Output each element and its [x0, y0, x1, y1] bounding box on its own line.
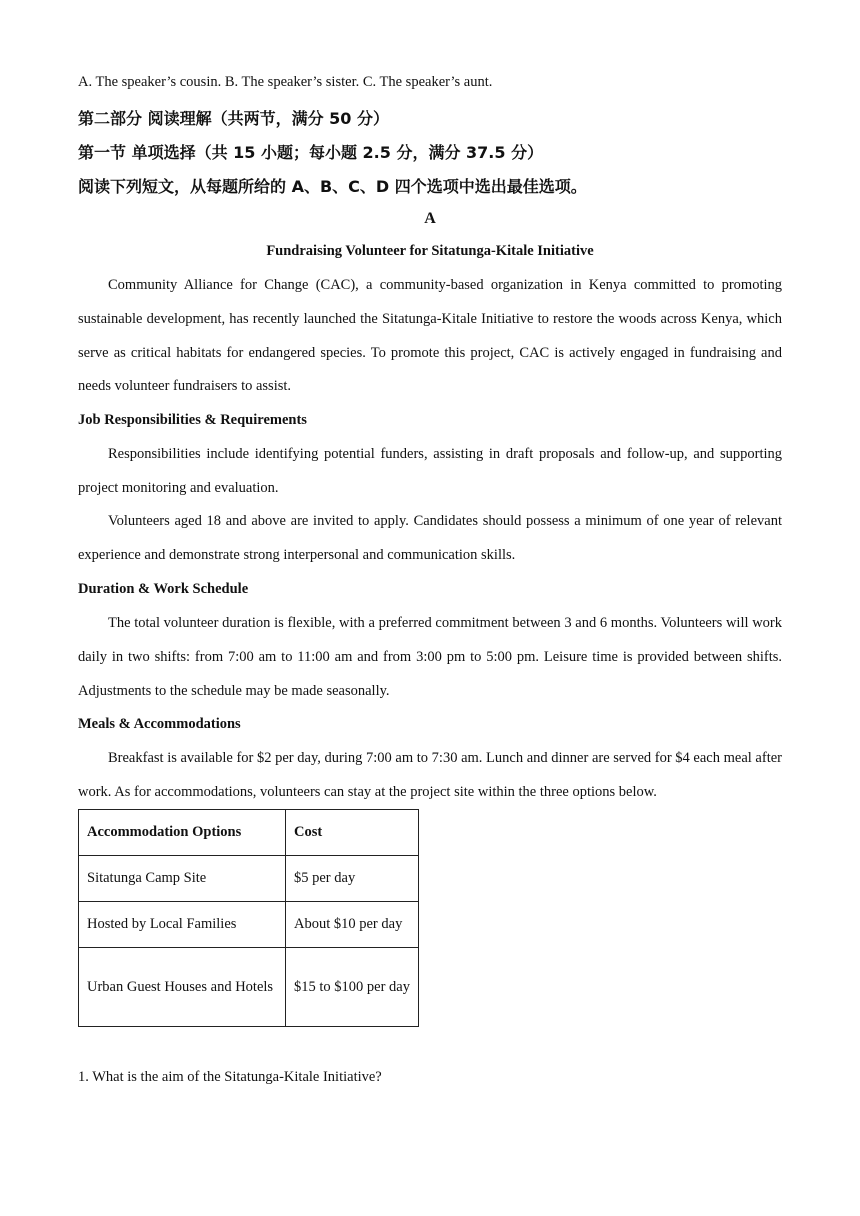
table-row: [79, 856, 419, 902]
table-row: [79, 902, 419, 948]
instruction: 阅读下列短文，从每题所给的 A、B、C、D 四个选项中选出最佳选项。: [78, 177, 587, 196]
job-paragraph-1: Responsibilities include identifying potential funders, assisting in draft proposals and follow-up, and supporting project monitoring and evaluation.: [78, 446, 782, 496]
meals-paragraph: Breakfast is available for $2 per day, during 7:00 am to 7:30 am. Lunch and dinner are served for $4 each meal after work. As for accommodations, volunteers can stay at the project site within the three options below.: [78, 750, 782, 800]
table-cell: $15 to $100 per day: [286, 948, 419, 1027]
job-heading: Job Responsibilities & Requirements: [78, 412, 307, 428]
table-header: Accommodation Options: [79, 810, 286, 856]
passage-letter: A: [424, 210, 436, 227]
accommodation-table: [78, 809, 419, 1027]
table-cell: Urban Guest Houses and Hotels: [79, 948, 286, 1027]
duration-heading: Duration & Work Schedule: [78, 581, 249, 597]
meals-heading: Meals & Accommodations: [78, 716, 241, 732]
table-row: [79, 948, 419, 1027]
table-header: Cost: [286, 810, 419, 856]
section-heading: 第一节 单项选择（共 15 小题；每小题 2.5 分，满分 37.5 分）: [78, 143, 544, 162]
table-cell: About $10 per day: [286, 902, 419, 948]
intro-paragraph: Community Alliance for Change (CAC), a community-based organization in Kenya committed to promoting sustainable development, has recently launched the Sitatunga-Kitale Initiative to restore the woods across Kenya, which serve as critical habitats for endangered species. To promote this project, CAC is actively engaged in fundraising and needs volunteer fundraisers to assist.: [78, 277, 782, 395]
table-cell: Sitatunga Camp Site: [79, 856, 286, 902]
table-cell: $5 per day: [286, 856, 419, 902]
answer-options-line: A. The speaker’s cousin. B. The speaker’s sister. C. The speaker’s aunt.: [78, 74, 493, 90]
question-1: 1. What is the aim of the Sitatunga-Kitale Initiative?: [78, 1069, 382, 1085]
job-paragraph-2: Volunteers aged 18 and above are invited to apply. Candidates should possess a minimum of one year of relevant experience and demonstrate strong interpersonal and communication skills.: [78, 513, 782, 563]
table-header-row: [79, 810, 419, 856]
table-cell: Hosted by Local Families: [79, 902, 286, 948]
part-heading: 第二部分 阅读理解（共两节，满分 50 分）: [78, 109, 389, 128]
passage-title: Fundraising Volunteer for Sitatunga-Kitale Initiative: [266, 243, 594, 259]
duration-paragraph: The total volunteer duration is flexible, with a preferred commitment between 3 and 6 months. Volunteers will work daily in two shifts: from 7:00 am to 11:00 am and from 3:00 pm to 5:00 pm. Leisure time is provided between shifts. Adjustments to the schedule may be made seasonally.: [78, 615, 782, 699]
